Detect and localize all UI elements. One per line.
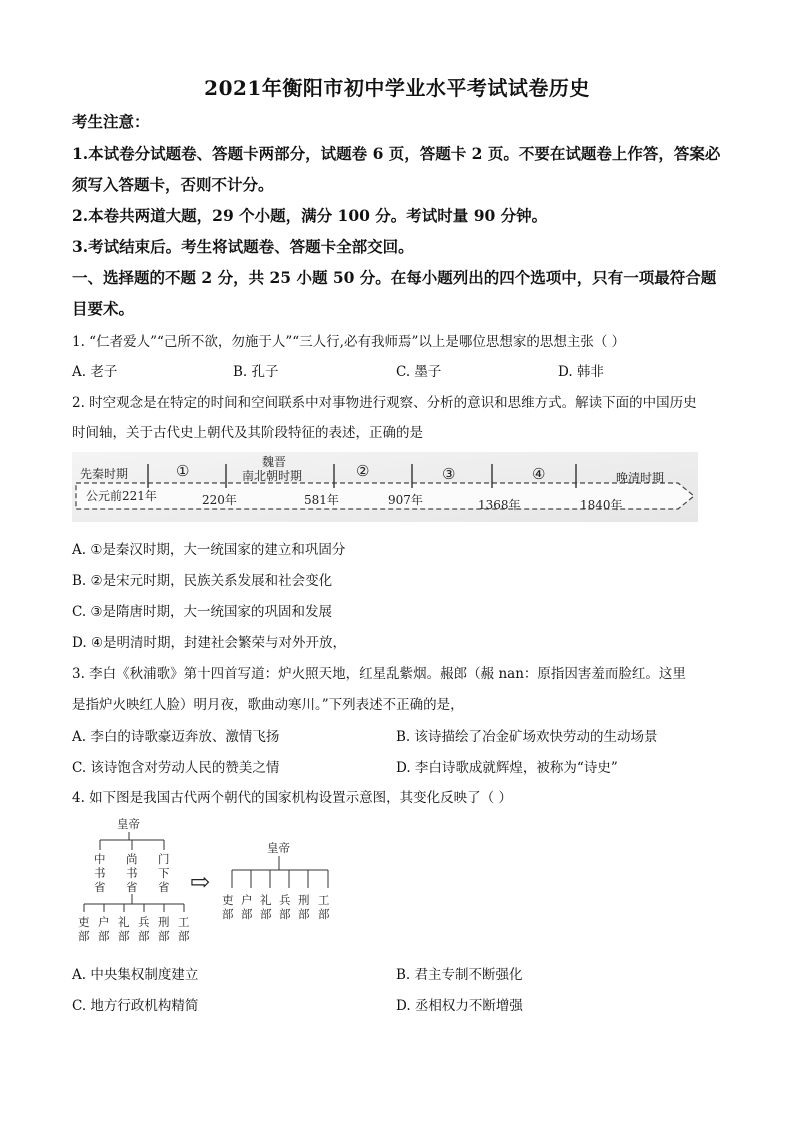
notice-heading: 考生注意： — [72, 112, 150, 131]
timeline-date-1840: 1840年 — [580, 498, 623, 512]
notice-item-3: 3.考试结束后。考生将试题卷、答题卡全部交回。 — [72, 237, 414, 256]
timeline-date-220: 220年 — [202, 493, 237, 507]
notice-item-1-cont: 须写入答题卡，否则不计分。 — [72, 175, 274, 194]
timeline-period-preqin: 先秦时期 — [80, 467, 129, 481]
left-dept-2: 户部 — [98, 915, 110, 943]
q3-option-b[interactable]: B. 该诗描绘了冶金矿场欢快劳动的生动场景 — [396, 729, 658, 745]
timeline-date-581: 581年 — [304, 493, 339, 507]
left-dept-6: 工部 — [178, 915, 190, 943]
q2-option-a[interactable]: A. ①是秦汉时期，大一统国家的建立和巩固分 — [72, 542, 346, 558]
shangshu-label: 尚 书省 — [126, 852, 138, 894]
history-timeline-figure — [72, 452, 698, 522]
q2-option-b[interactable]: B. ②是宋元时期，民族关系发展和社会变化 — [72, 573, 333, 589]
menxia-label: 门 下省 — [158, 852, 170, 894]
question-1-stem: 1. “仁者爱人”“己所不欲，勿施于人”“三人行,必有我师焉”以上是哪位思想家的思想主张（ ） — [72, 334, 626, 350]
section-heading: 一、选择题的不题 2 分，共 25 小题 50 分。在每小题列出的四个选项中，只有一项最符合题 — [72, 268, 717, 287]
q1-option-a[interactable]: A. 老子 — [72, 364, 118, 380]
q1-option-b[interactable]: B. 孔子 — [233, 364, 279, 380]
left-dept-4: 兵部 — [138, 915, 150, 943]
timeline-mark-1: ① — [176, 462, 190, 480]
page-title: 2021年衡阳市初中学业水平考试试卷历史 — [204, 76, 590, 100]
right-dept-1: 吏部 — [222, 893, 234, 921]
left-dept-5: 刑部 — [158, 915, 170, 943]
q4-option-a[interactable]: A. 中央集权制度建立 — [72, 967, 199, 983]
timeline-period-weijin: 魏晋 — [262, 455, 287, 469]
right-emperor-label: 皇帝 — [267, 841, 290, 855]
right-dept-5: 刑部 — [298, 893, 310, 921]
question-3-stem: 3. 李白《秋浦歌》第十四首写道：炉火照天地，红星乱紫烟。赧郎（赧 nan：原指因害羞而脸红。这里 — [72, 666, 686, 682]
zhongshu-label: 中 书省 — [94, 852, 106, 894]
notice-item-2: 2.本卷共两道大题，29 个小题，满分 100 分。考试时量 90 分钟。 — [72, 206, 548, 225]
left-dept-3: 礼部 — [118, 915, 130, 943]
question-2-stem: 2. 时空观念是在特定的时间和空间联系中对事物进行观察、分析的意识和思维方式。解读下面的中国历史 — [72, 395, 697, 411]
right-dept-3: 礼部 — [260, 893, 272, 921]
question-4-stem: 4. 如下图是我国古代两个朝代的国家机构设置示意图，其变化反映了（ ） — [72, 790, 512, 806]
timeline-mark-4: ④ — [532, 465, 546, 483]
timeline-mark-2: ② — [356, 462, 370, 480]
q2-option-c[interactable]: C. ③是隋唐时期，大一统国家的巩固和发展 — [72, 604, 333, 620]
timeline-date-907: 907年 — [388, 493, 423, 507]
q2-option-d[interactable]: D. ④是明清时期，封建社会繁荣与对外开放， — [72, 635, 347, 651]
timeline-date-221bc: 公元前221年 — [86, 489, 157, 503]
right-dept-4: 兵部 — [279, 893, 291, 921]
section-heading-cont: 目要术。 — [72, 299, 135, 318]
left-emperor-label: 皇帝 — [117, 817, 140, 831]
question-3-stem-cont: 是指炉火映红人脸）明月夜，歌曲动寒川。”下列表述不正确的是， — [72, 697, 464, 713]
government-structure-diagram — [72, 812, 352, 952]
q3-option-c[interactable]: C. 该诗饱含对劳动人民的赞美之情 — [72, 760, 280, 776]
right-dept-6: 工部 — [318, 893, 330, 921]
notice-item-1: 1.本试卷分试题卷、答题卡两部分，试题卷 6 页，答题卡 2 页。不要在试题卷上作答，答案必 — [72, 144, 721, 163]
q4-option-b[interactable]: B. 君主专制不断强化 — [396, 967, 523, 983]
q3-option-a[interactable]: A. 李白的诗歌豪迈奔放、激情飞扬 — [72, 729, 280, 745]
q4-option-c[interactable]: C. 地方行政机构精简 — [72, 998, 199, 1014]
timeline-date-1368: 1368年 — [478, 498, 521, 512]
question-2-stem-cont: 时间轴，关于古代史上朝代及其阶段特征的表述，正确的是 — [72, 425, 423, 441]
timeline-mark-3: ③ — [442, 465, 456, 483]
left-dept-1: 吏部 — [78, 915, 90, 943]
timeline-period-lateqing: 晚清时期 — [616, 471, 665, 485]
timeline-period-nanbeichao: 南北朝时期 — [242, 469, 303, 483]
q3-option-d[interactable]: D. 李白诗歌成就辉煌，被称为“诗史” — [396, 760, 618, 776]
transition-arrow-icon: ⇨ — [190, 868, 211, 896]
q4-option-d[interactable]: D. 丞相权力不断增强 — [396, 998, 523, 1014]
q1-option-d[interactable]: D. 韩非 — [558, 364, 604, 380]
right-dept-2: 户部 — [241, 893, 253, 921]
q1-option-c[interactable]: C. 墨子 — [396, 364, 442, 380]
